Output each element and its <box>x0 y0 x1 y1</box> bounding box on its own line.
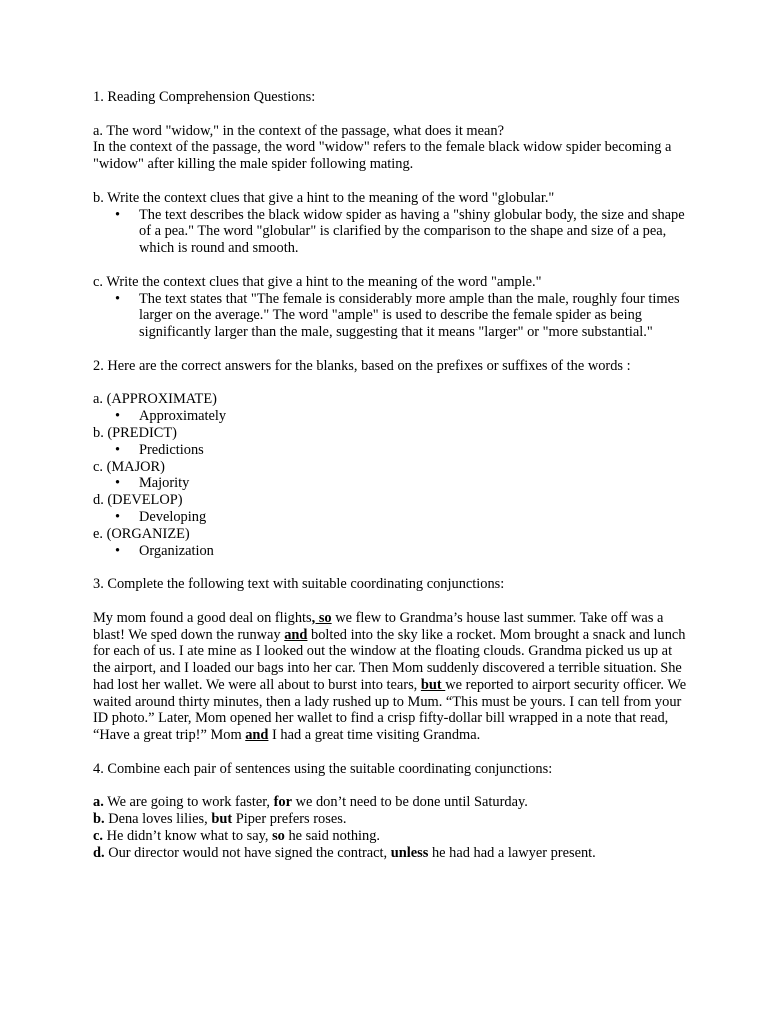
q4-item-conjunction: unless <box>390 844 429 861</box>
q2-item-list <box>93 509 693 526</box>
q4-item-text: Piper prefers roses. <box>232 811 347 828</box>
q1a-question: a. The word "widow," in the context of the passage, what does it mean? <box>93 122 504 139</box>
q1a-answer: In the context of the passage, the word "widow" refers to the female black widow spider becoming a "widow" after killing the male spider following mating. <box>93 139 672 173</box>
q3-text: I had a great time visiting Grandma. <box>268 727 481 744</box>
q2-item-label: e. (ORGANIZE) <box>93 525 190 542</box>
q4-item-text: he had had a lawyer present. <box>428 844 596 861</box>
document-page <box>93 89 693 862</box>
q2-item-list <box>93 442 693 459</box>
q4-item-text: Dena loves lilies, <box>104 811 212 828</box>
q4-item-text: Our director would not have signed the contract, <box>104 844 391 861</box>
q2-item-label: a. (APPROXIMATE) <box>93 391 217 408</box>
q4-item <box>93 811 693 828</box>
q4-item-text: he said nothing. <box>284 828 381 845</box>
q2-item-list <box>93 408 693 425</box>
q3-conjunction: but <box>420 676 446 693</box>
q4-item-text: He didn’t know what to say, <box>103 828 273 845</box>
q4-item <box>93 845 693 862</box>
q4-item-label: b. <box>93 811 105 828</box>
q1b-list <box>93 207 693 257</box>
q4-item-label: d. <box>93 844 105 861</box>
q1c-answer: • The text states that "The female is considerably more ample than the male, roughly four times larger on the average." The word "ample" is used to describe the female spider as being significantly larger than the male, suggesting that it means "larger" or "more substantial." <box>139 291 693 341</box>
q3-heading: 3. Complete the following text with suitable coordinating conjunctions: <box>93 576 505 593</box>
q3-conjunction: and <box>284 626 308 643</box>
q1c-question: c. Write the context clues that give a hint to the meaning of the word "ample." <box>93 273 542 290</box>
q3-conjunction: , so <box>311 609 332 626</box>
q3-conjunction: and <box>245 727 269 744</box>
q2-heading: 2. Here are the correct answers for the blanks, based on the prefixes or suffixes of the words : <box>93 357 631 374</box>
q4-item-conjunction: but <box>211 811 233 828</box>
q2-item-list <box>93 543 693 560</box>
q2-item-label: c. (MAJOR) <box>93 458 165 475</box>
q1b-question: b. Write the context clues that give a hint to the meaning of the word "globular." <box>93 189 555 206</box>
q1-heading: 1. Reading Comprehension Questions: <box>93 89 316 105</box>
q4-item <box>93 794 693 811</box>
q3-text: we flew to Grandma’s house last summer. Take off was a blast! We sped down the runway <box>93 609 664 643</box>
q3-paragraph <box>93 610 693 744</box>
q4-item-text: we don’t need to be done until Saturday. <box>292 794 528 811</box>
q2-item-answer: • Approximately <box>139 408 693 425</box>
q4-item-text: We are going to work faster, <box>103 794 274 811</box>
q4-item-label: a. <box>93 794 104 811</box>
q2-item-list <box>93 475 693 492</box>
q2-item-answer: • Developing <box>139 509 693 526</box>
q4-item-label: c. <box>93 828 103 845</box>
q3-text: bolted into the sky like a rocket. Mom brought a snack and lunch for each of us. I ate mine as I looked out the window at the floating clouds. Grandma picked us up at the airport, and I loaded our bags into her car. Then Mom suddenly discovered a terrible situation. She had lost her wallet. We were all about to burst into tears, <box>93 626 686 693</box>
q4-heading: 4. Combine each pair of sentences using the suitable coordinating conjunctions: <box>93 760 553 777</box>
q3-text: My mom found a good deal on flights <box>93 609 312 626</box>
q1c-list <box>93 291 693 341</box>
q3-text: we reported to airport security officer. We waited around thirty minutes, then a lady rushed up to Mum. “This must be yours. I can tell from your ID photo.” Later, Mom opened her wallet to find a crisp fifty-dollar bill wrapped in a note that read, “Have a great trip!” Mom <box>93 676 687 744</box>
q2-item-answer: • Majority <box>139 475 693 492</box>
q2-item-answer: • Predictions <box>139 442 693 459</box>
q4-item-conjunction: so <box>272 828 285 845</box>
q2-item-label: b. (PREDICT) <box>93 424 177 441</box>
q4-item <box>93 828 693 845</box>
q2-item-answer: • Organization <box>139 543 693 560</box>
q1b-answer: • The text describes the black widow spider as having a "shiny globular body, the size and shape of a pea." The word "globular" is clarified by the comparison to the shape and size of a pea, which is round and smooth. <box>139 207 693 257</box>
q2-item-label: d. (DEVELOP) <box>93 492 183 509</box>
q4-item-conjunction: for <box>273 794 293 811</box>
